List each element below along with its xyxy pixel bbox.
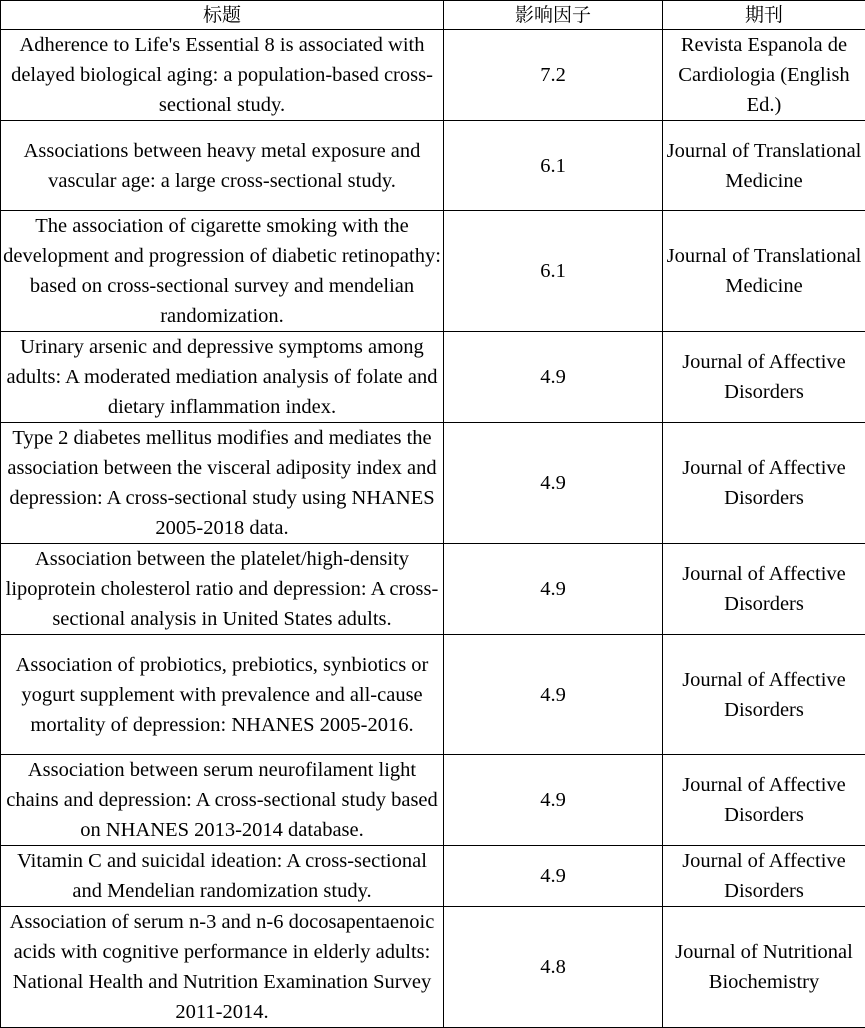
cell-journal: Revista Espanola de Cardiologia (English Ed.): [663, 30, 865, 121]
cell-impact-factor: 4.9: [444, 332, 663, 423]
cell-journal: Journal of Affective Disorders: [663, 635, 865, 755]
cell-impact-factor: 4.9: [444, 544, 663, 635]
cell-journal: Journal of Affective Disorders: [663, 846, 865, 907]
table-row: [1, 635, 865, 755]
table-body: [1, 30, 865, 1028]
column-header-title: 标题: [1, 1, 444, 30]
cell-title: Type 2 diabetes mellitus modifies and mediates the association between the visceral adiposity index and depression: A cross-sectional study using NHANES 2005-2018 data.: [1, 423, 444, 544]
cell-title: Vitamin C and suicidal ideation: A cross-sectional and Mendelian randomization study.: [1, 846, 444, 907]
cell-journal: Journal of Nutritional Biochemistry: [663, 907, 865, 1028]
cell-journal: Journal of Affective Disorders: [663, 544, 865, 635]
cell-title: Urinary arsenic and depressive symptoms among adults: A moderated mediation analysis of folate and dietary inflammation index.: [1, 332, 444, 423]
table-row: [1, 332, 865, 423]
cell-impact-factor: 4.9: [444, 423, 663, 544]
header-row: [1, 1, 865, 30]
cell-title: Association of serum n-3 and n-6 docosapentaenoic acids with cognitive performance in elderly adults: National Health and Nutrition Examination Survey 2011-2014.: [1, 907, 444, 1028]
cell-title: Association between serum neurofilament light chains and depression: A cross-sectional study based on NHANES 2013-2014 database.: [1, 755, 444, 846]
cell-journal: Journal of Translational Medicine: [663, 121, 865, 211]
table-row: [1, 423, 865, 544]
table-row: [1, 907, 865, 1028]
cell-title: Associations between heavy metal exposure and vascular age: a large cross-sectional study.: [1, 121, 444, 211]
cell-impact-factor: 4.9: [444, 755, 663, 846]
cell-journal: Journal of Affective Disorders: [663, 755, 865, 846]
cell-title: Adherence to Life's Essential 8 is associated with delayed biological aging: a population-based cross-sectional study.: [1, 30, 444, 121]
table-row: [1, 755, 865, 846]
cell-impact-factor: 7.2: [444, 30, 663, 121]
cell-title: Association of probiotics, prebiotics, synbiotics or yogurt supplement with prevalence and all-cause mortality of depression: NHANES 2005-2016.: [1, 635, 444, 755]
table-row: [1, 846, 865, 907]
cell-impact-factor: 4.8: [444, 907, 663, 1028]
cell-impact-factor: 6.1: [444, 121, 663, 211]
cell-impact-factor: 4.9: [444, 635, 663, 755]
cell-title: Association between the platelet/high-density lipoprotein cholesterol ratio and depression: A cross-sectional analysis in United States adults.: [1, 544, 444, 635]
column-header-journal: 期刊: [663, 1, 865, 30]
cell-journal: Journal of Affective Disorders: [663, 423, 865, 544]
table-row: [1, 544, 865, 635]
table-header: [1, 1, 865, 30]
table-row: [1, 121, 865, 211]
cell-impact-factor: 4.9: [444, 846, 663, 907]
cell-impact-factor: 6.1: [444, 211, 663, 332]
cell-journal: Journal of Affective Disorders: [663, 332, 865, 423]
cell-title: The association of cigarette smoking with the development and progression of diabetic retinopathy: based on cross-sectional survey and mendelian randomization.: [1, 211, 444, 332]
column-header-impact-factor: 影响因子: [444, 1, 663, 30]
cell-journal: Journal of Translational Medicine: [663, 211, 865, 332]
table-row: [1, 211, 865, 332]
table-row: [1, 30, 865, 121]
